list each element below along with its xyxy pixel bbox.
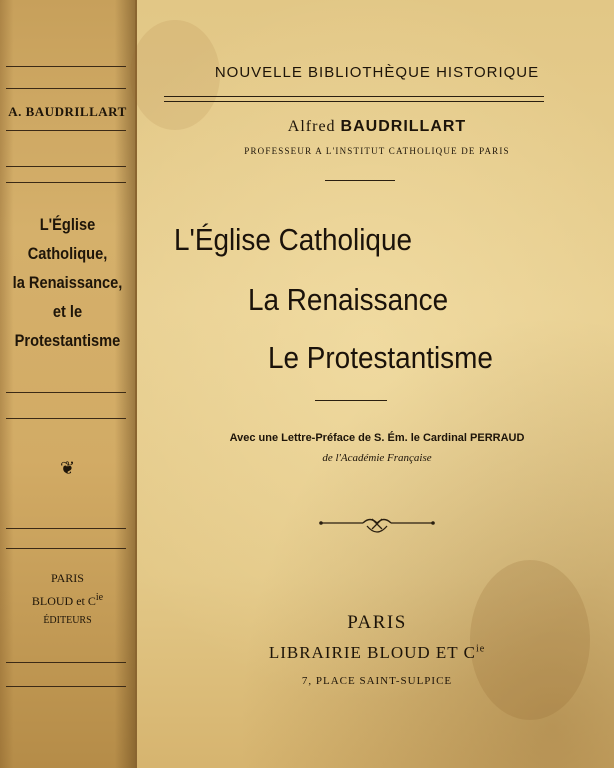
spine-rule [6,686,126,687]
spine-title [9,210,125,355]
spine-rule [6,88,126,89]
spine-ornament-icon: ❦ [59,458,76,478]
imprint-address: 7, PLACE SAINT-SULPICE [301,675,453,687]
title-line-1: L'Église Catholique [174,222,412,257]
spine-rule [6,662,126,663]
cover-author [140,118,614,136]
spine-rule [6,392,126,393]
author-last-name: BAUDRILLART [340,118,467,135]
spine-author: A. BAUDRILLART [8,104,127,119]
spine-rule [6,528,126,529]
imprint-publisher: LIBRAIRIE BLOUD ET $C^{ie}$ [268,643,486,662]
divider [315,400,387,401]
spine-title-line: la Renaissance, [12,273,123,292]
spine-title-line: L'Église [39,215,96,234]
divider [325,180,395,181]
spine-rule [6,130,126,131]
academy-note: de l'Académie Française [322,452,432,464]
author-role: PROFESSEUR A L'INSTITUT CATHOLIQUE DE PARIS [244,146,510,156]
spine-title-line: et le [52,302,83,321]
spine-imprint [0,568,135,631]
title-line-2: La Renaissance [248,282,449,317]
spine-title-line: Protestantisme [14,331,121,350]
spine-rule [6,182,126,183]
ornament-icon [140,514,614,543]
spine-title-line: Catholique, [27,244,108,263]
preface-note: Avec une Lettre-Préface de S. Ém. le Cardinal PERRAUD [229,432,525,444]
spine-rule [6,166,126,167]
spine-publisher: BLOUD et $C^{ie}$ [31,592,104,608]
book-spine [0,0,137,768]
spine-rule [6,66,126,67]
spine-rule [6,548,126,549]
title-line-3: Le Protestantisme [268,340,493,375]
double-rule [164,96,544,102]
front-cover [140,0,614,768]
series-title: NOUVELLE BIBLIOTHÈQUE HISTORIQUE [214,64,540,81]
paper-stain [470,560,590,720]
spine-rule [6,418,126,419]
spine-publisher-role: ÉDITEURS [43,615,92,626]
author-first-name: Alfred [287,118,336,135]
imprint-place: PARIS [347,612,407,633]
spine-place: PARIS [51,571,84,585]
